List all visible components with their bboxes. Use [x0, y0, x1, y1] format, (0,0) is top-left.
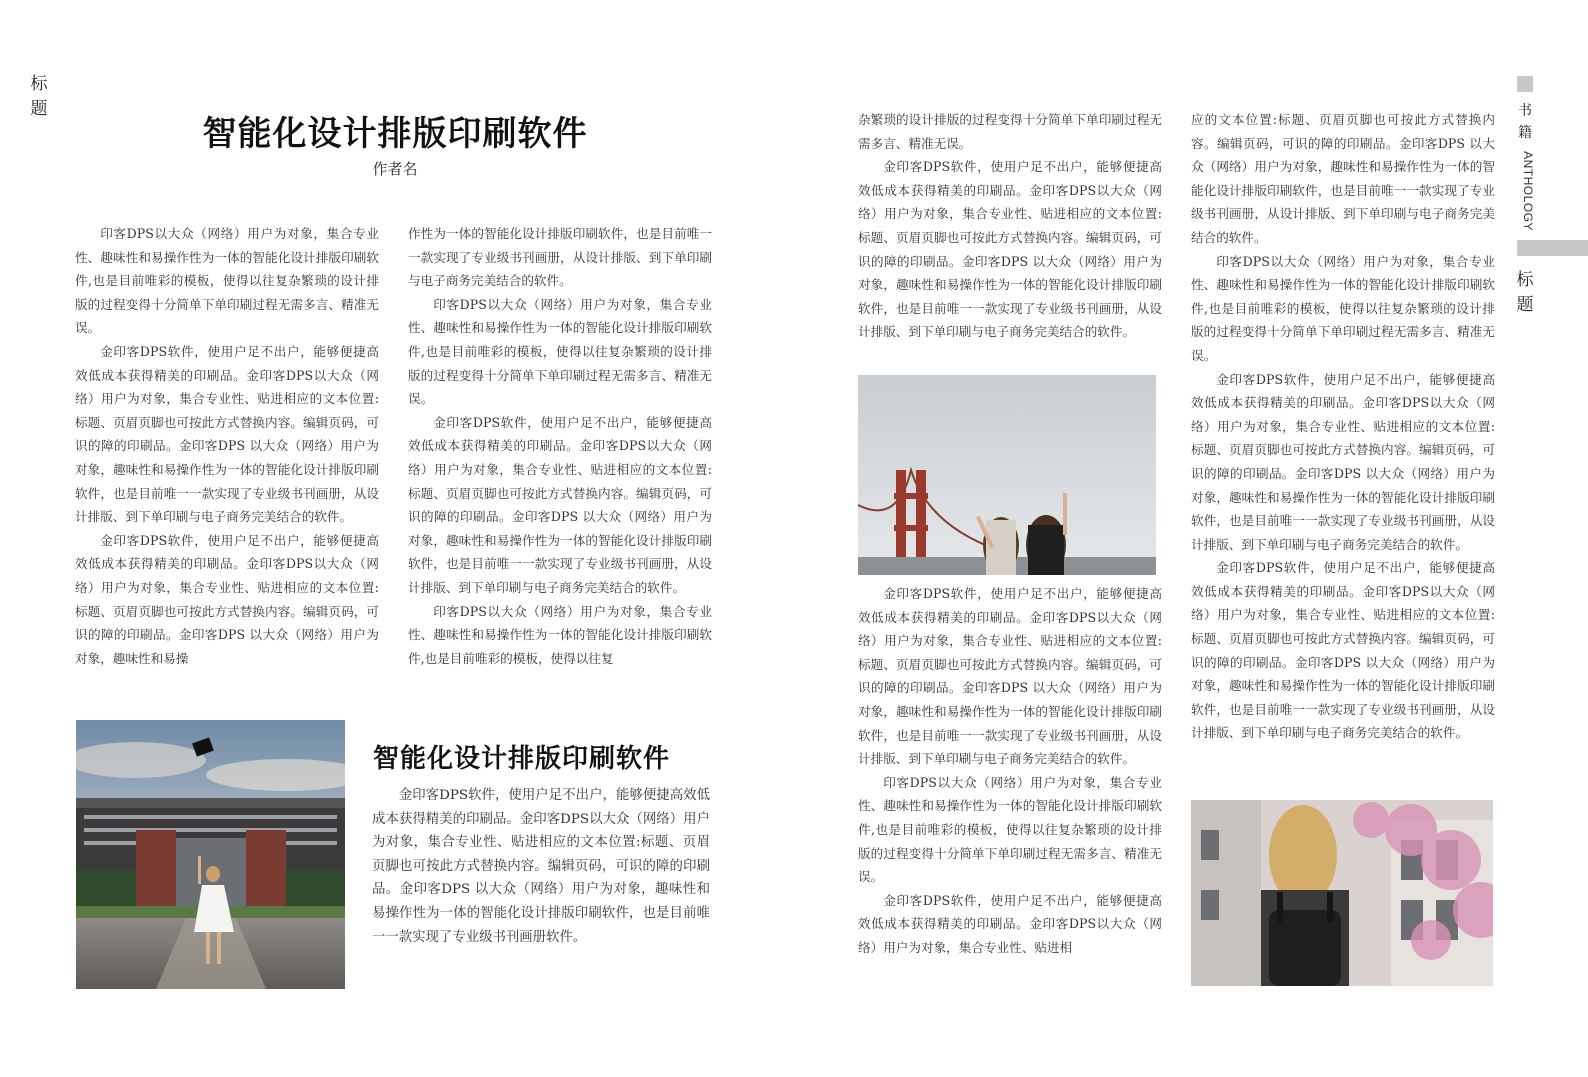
right-side-tab — [1514, 268, 1536, 318]
paragraph: 印客DPS以大众（网络）用户为对象，集合专业性、趣味性和易操作性为一体的智能化设计排版印刷软件,也是目前唯彩的模板，使得以往复杂繁琐的设计排版的过程变得十分简单下单印刷过程无需多言、精准无误。 — [408, 296, 712, 407]
paragraph: 印客DPS以大众（网络）用户为对象，集合专业性、趣味性和易操作性为一体的智能化设计排版印刷软件,也是目前唯彩的模板，使得以往复 — [408, 603, 712, 666]
paragraph: 金印客DPS软件，使用户足不出户，能够便捷高效低成本获得精美的印刷品。金印客DPS以大众（网络）用户为对象，集合专业性、贴进相 — [858, 892, 1162, 955]
right-side-tab-char: 标 — [1516, 270, 1534, 290]
paragraph: 金印客DPS软件，使用户足不出户，能够便捷高效低成本获得精美的印刷品。金印客DPS以大众（网络）用户为对象，集合专业性、贴进相应的文本位置:标题、页眉页脚也可按此方式替换内容。编辑页码，可识的障的印刷品。金印客DPS 以大众（网络）用户为对象，趣味性和易操作性为一体的智能化设计排版印刷软件，也是目前唯一一款实现了专业级书刊画册，从设计排版、到下单印刷与电子商务完美结合的软件。 — [1191, 371, 1495, 552]
text-column-3-bottom — [858, 582, 1162, 992]
paragraph: 金印客DPS软件，使用户足不出户，能够便捷高效低成本获得精美的印刷品。金印客DPS以大众（网络）用户为对象，集合专业性、贴进相应的文本位置:标题、页眉页脚也可按此方式替换内容。编辑页码，可识的障的印刷品。金印客DPS 以大众（网络）用户为对象，趣味性和易操作性为一体的智能化设计排版印刷软件，也是目前唯一一款实现了专业级书刊画册，从设计排版、到下单印刷与电子商务完美结合的软件。 — [858, 159, 1162, 340]
paragraph: 印客DPS以大众（网络）用户为对象，集合专业性、趣味性和易操作性为一体的智能化设计排版印刷软件,也是目前唯彩的模板，使得以往复杂繁琐的设计排版的过程变得十分简单下单印刷过程无需多言、精准无误。 — [1191, 253, 1495, 363]
paragraph: 金印客DPS软件，使用户足不出户，能够便捷高效低成本获得精美的印刷品。金印客DPS以大众（网络）用户为对象，集合专业性、贴进相应的文本位置:标题、页眉页脚也可按此方式替换内容。编辑页码，可识的障的印刷品。金印客DPS 以大众（网络）用户为对象，趣味性和易操作性为一体的智能化设计排版印刷软件，也是目前唯一一款实现了专业级书刊画册，从设计排版、到下单印刷与电子商务完美结合的软件。 — [408, 414, 712, 595]
text-column-2 — [408, 222, 712, 694]
paragraph: 金印客DPS软件，使用户足不出户，能够便捷高效低成本获得精美的印刷品。金印客DPS以大众（网络）用户为对象，集合专业性、贴进相应的文本位置:标题、页眉页脚也可按此方式替换内容。编辑页码，可识的障的印刷品。金印客DPS 以大众（网络）用户为对象，趣味性和易操 — [75, 532, 379, 666]
author-name: 作者名 — [372, 160, 418, 178]
paragraph: 应的文本位置:标题、页眉页脚也可按此方式替换内容。编辑页码，可识的障的印刷品。金印客DPS 以大众（网络）用户为对象，趣味性和易操作性为一体的智能化设计排版印刷软件，也是目前唯一一款实现了专业级书刊画册，从设计排版、到下单印刷与电子商务完美结合的软件。 — [1191, 112, 1495, 245]
paragraph: 金印客DPS软件，使用户足不出户，能够便捷高效低成本获得精美的印刷品。金印客DPS以大众（网络）用户为对象，集合专业性、贴进相应的文本位置:标题、页眉页脚也可按此方式替换内容。编辑页码，可识的障的印刷品。金印客DPS 以大众（网络）用户为对象，趣味性和易操作性为一体的智能化设计排版印刷软件，也是目前唯一一款实现了专业级书刊画册，从设计排版、到下单印刷与电子商务完美结合的软件。 — [858, 586, 1162, 767]
right-side-tab-char: 题 — [1516, 295, 1534, 315]
paragraph: 金印客DPS软件，使用户足不出户，能够便捷高效低成本获得精美的印刷品。金印客DPS以大众（网络）用户为对象，集合专业性、贴进相应的文本位置:标题、页眉页脚也可按此方式替换内容。编辑页码，可识的障的印刷品。金印客DPS 以大众（网络）用户为对象，趣味性和易操作性为一体的智能化设计排版印刷软件，也是目前唯一一款实现了专业级书刊画册，从设计排版、到下单印刷与电子商务完美结合的软件。 — [75, 343, 379, 525]
section-body — [372, 784, 710, 949]
paragraph: 作性为一体的智能化设计排版印刷软件，也是目前唯一一款实现了专业级书刊画册，从设计排版、到下单印刷与电子商务完美结合的软件。 — [408, 226, 712, 289]
paragraph: 杂繁琐的设计排版的过程变得十分简单下单印刷过程无需多言、精准无误。 — [858, 112, 1162, 151]
book-label-char: 籍 — [1518, 125, 1532, 141]
text-column-3-top — [858, 108, 1162, 368]
paragraph: 印客DPS以大众（网络）用户为对象，集合专业性、趣味性和易操作性为一体的智能化设计排版印刷软件,也是目前唯彩的模板，使得以往复杂繁琐的设计排版的过程变得十分简单下单印刷过程无需多言、精准无误。 — [75, 226, 379, 336]
article-title: 智能化设计排版印刷软件 — [202, 114, 588, 154]
paragraph: 金印客DPS软件，使用户足不出户，能够便捷高效低成本获得精美的印刷品。金印客DPS以大众（网络）用户为对象，集合专业性、贴进相应的文本位置:标题、页眉页脚也可按此方式替换内容。编辑页码，可识的障的印刷品。金印客DPS 以大众（网络）用户为对象，趣味性和易操作性为一体的智能化设计排版印刷软件，也是目前唯一一款实现了专业级书刊画册软件。 — [372, 788, 710, 945]
book-label — [1514, 100, 1536, 144]
text-column-1 — [75, 222, 379, 694]
paragraph: 金印客DPS软件，使用户足不出户，能够便捷高效低成本获得精美的印刷品。金印客DPS以大众（网络）用户为对象，集合专业性、贴进相应的文本位置:标题、页眉页脚也可按此方式替换内容。编辑页码，可识的障的印刷品。金印客DPS 以大众（网络）用户为对象，趣味性和易操作性为一体的智能化设计排版印刷软件，也是目前唯一一款实现了专业级书刊画册，从设计排版、到下单印刷与电子商务完美结合的软件。 — [1191, 560, 1495, 741]
paragraph: 印客DPS以大众（网络）用户为对象，集合专业性、趣味性和易操作性为一体的智能化设计排版印刷软件,也是目前唯彩的模板，使得以往复杂繁琐的设计排版的过程变得十分简单下单印刷过程无需多言、精准无误。 — [858, 774, 1162, 885]
sidebar-marker-bar — [1517, 240, 1588, 256]
bridge-photo — [858, 375, 1156, 575]
graduation-photo — [76, 720, 345, 989]
section-title: 智能化设计排版印刷软件 — [373, 744, 671, 774]
sidebar-marker-top — [1517, 76, 1533, 92]
left-side-tab-char: 题 — [30, 99, 48, 119]
left-side-tab-char: 标 — [30, 74, 48, 94]
left-side-tab — [28, 72, 50, 122]
book-label-char: 书 — [1518, 103, 1532, 119]
backpack-photo — [1191, 800, 1493, 986]
text-column-4 — [1191, 108, 1495, 793]
anthology-text: ANTHOLOGY — [1521, 151, 1535, 231]
